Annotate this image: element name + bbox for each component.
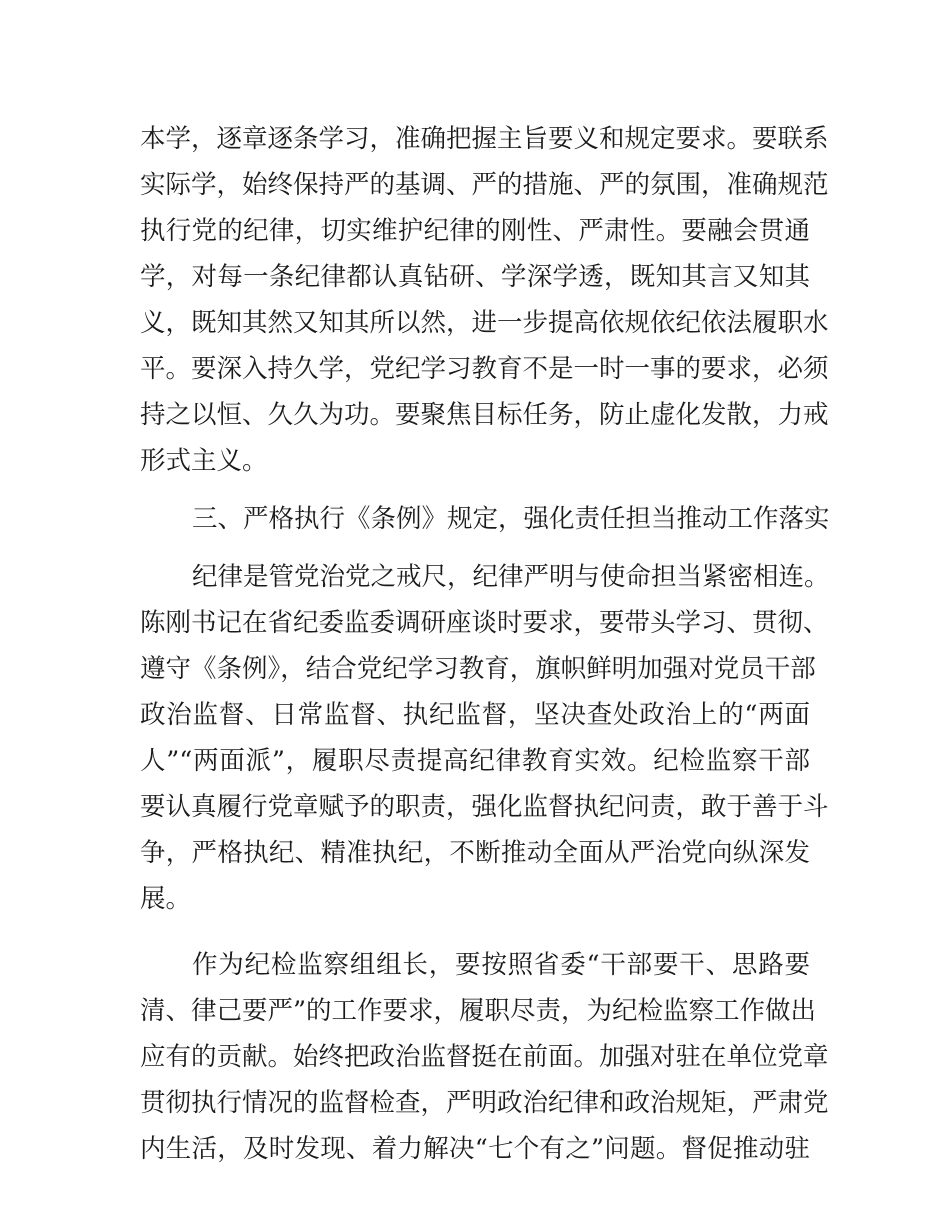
text-line: 作为纪检监察组组长，要按照省委“干部要干、思路要 bbox=[192, 950, 810, 980]
text-line: 遵守《条例》，结合党纪学习教育，旗帜鲜明加强对党员干部 bbox=[140, 654, 816, 684]
text-line: 纪律是管党治党之戒尺，纪律严明与使命担当紧密相连。 bbox=[192, 562, 830, 592]
text-line: 贯彻执行情况的监督检查，严明政治纪律和政治规矩，严肃党 bbox=[140, 1088, 829, 1118]
section-heading bbox=[140, 496, 830, 542]
text-line: 义，既知其然又知其所以然，进一步提高依规依纪依法履职水 bbox=[140, 308, 829, 338]
paragraph-spacer bbox=[140, 922, 810, 942]
text-line: 形式主义。 bbox=[140, 446, 268, 476]
paragraph-spacer bbox=[140, 542, 810, 554]
text-line: 学，对每一条纪律都认真钻研、学深学透，既知其言又知其 bbox=[140, 262, 810, 292]
text-line: 政治监督、日常监督、执纪监督，坚决查处政治上的“两面 bbox=[140, 700, 810, 730]
paragraph-discipline bbox=[140, 554, 830, 922]
text-line: 实际学，始终保持严的基调、严的措施、严的氛围，准确规范 bbox=[140, 170, 829, 200]
text-line: 展。 bbox=[140, 884, 192, 914]
text-line: 人”“两面派”，履职尽责提高纪律教育实效。纪检监察干部 bbox=[140, 746, 810, 776]
text-line: 内生活，及时发现、着力解决“七个有之”问题。督促推动驻 bbox=[140, 1134, 810, 1164]
document-body bbox=[140, 116, 830, 1172]
text-line: 执行党的纪律，切实维护纪律的刚性、严肃性。要融会贯通 bbox=[140, 216, 810, 246]
text-line: 应有的贡献。始终把政治监督挺在前面。加强对驻在单位党章 bbox=[140, 1042, 829, 1072]
text-line: 本学，逐章逐条学习，准确把握主旨要义和规定要求。要联系 bbox=[140, 124, 829, 154]
text-line: 持之以恒、久久为功。要聚焦目标任务，防止虚化发散，力戒 bbox=[140, 400, 829, 430]
heading-text: 三、严格执行《条例》规定，强化责任担当推动工作落实 bbox=[192, 504, 830, 534]
text-line: 要认真履行党章赋予的职责，强化监督执纪问责，敢于善于斗 bbox=[140, 792, 829, 822]
paragraph-team-leader bbox=[140, 942, 829, 1172]
text-line: 陈刚书记在省纪委监委调研座谈时要求，要带头学习、贯彻、 bbox=[140, 608, 829, 638]
text-line: 争，严格执纪、精准执纪，不断推动全面从严治党向纵深发 bbox=[140, 838, 810, 868]
text-line: 清、律己要严”的工作要求，履职尽责，为纪检监察工作做出 bbox=[140, 996, 817, 1026]
paragraph-spacer bbox=[140, 484, 810, 496]
text-line: 平。要深入持久学，党纪学习教育不是一时一事的要求，必须 bbox=[140, 354, 829, 384]
paragraph-study-methods bbox=[140, 116, 829, 484]
